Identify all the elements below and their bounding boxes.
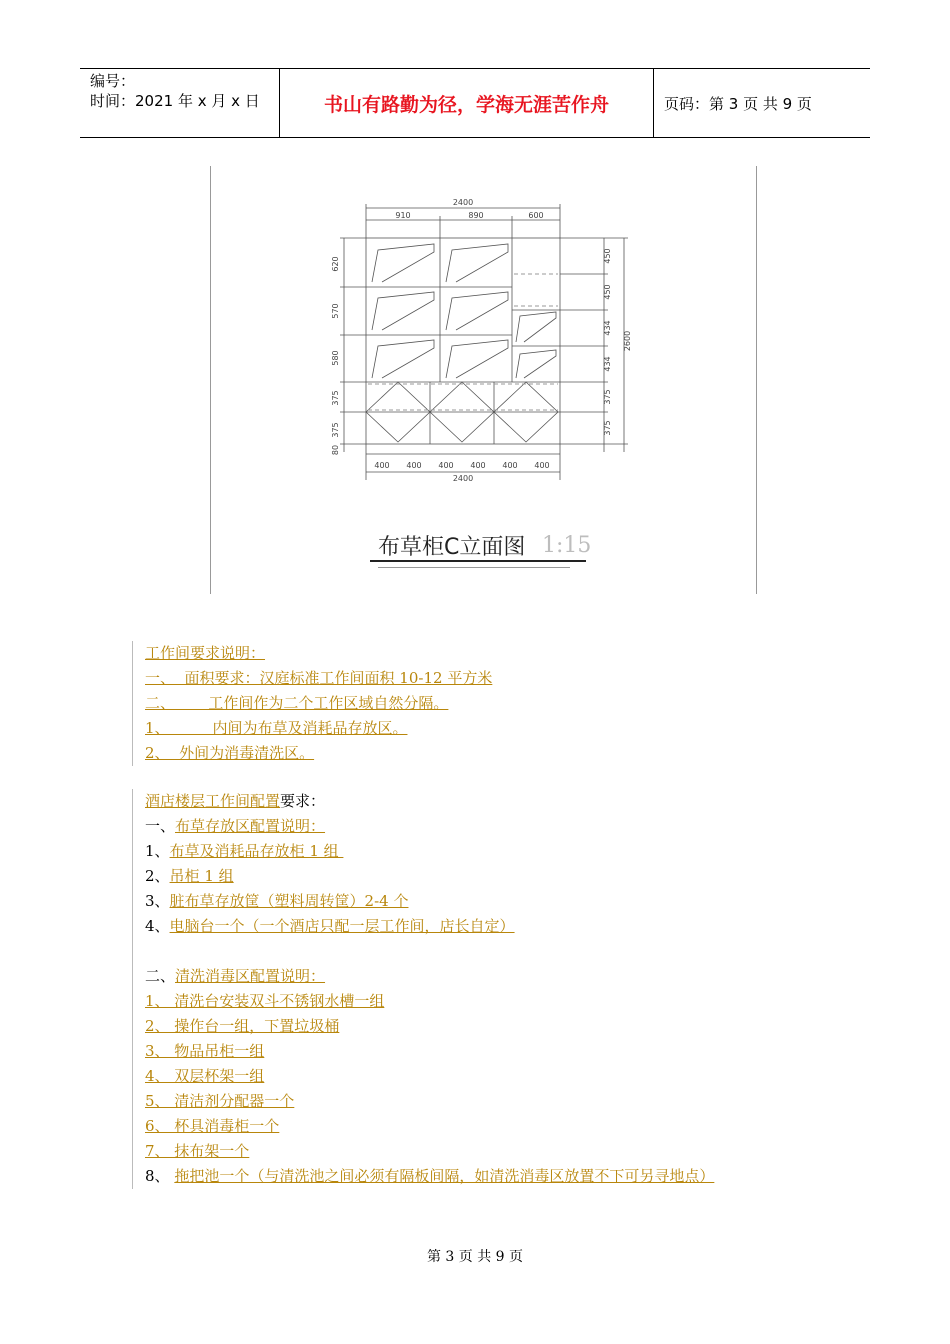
dim-right-total: 2600 <box>623 330 632 352</box>
drawing-frame-right <box>756 166 757 594</box>
header-page-number: 页码：第 3 页 共 9 页 <box>664 94 812 113</box>
page-footer: 第 3 页 共 9 页 <box>426 1249 524 1265</box>
part1-title: 布草存放区配置说明： <box>175 817 326 835</box>
dim-right-4: 434 <box>603 356 612 372</box>
section2-title-rest: 要求： <box>280 792 326 810</box>
dim-right-2: 450 <box>603 284 612 300</box>
section1-line-2: 二、 工作间作为二个工作区域自然分隔。 <box>145 694 449 712</box>
floor-workroom-configuration <box>132 789 714 1189</box>
list-item: 7、 抹布架一个 <box>145 1142 250 1160</box>
list-item: 8、 拖把池一个（与清洗池之间必须有隔板间隔，如清洗消毒区放置不下可另寻地点） <box>145 1167 715 1185</box>
list-item: 3、脏布草存放筐（塑料周转筐）2-4 个 <box>145 892 409 910</box>
dim-bottom-2: 400 <box>406 461 422 470</box>
dim-left-3: 580 <box>331 350 340 366</box>
dim-bottom-6: 400 <box>534 461 550 470</box>
drawing-scale: 1:15 <box>542 533 592 558</box>
header-meta-cell <box>80 69 280 137</box>
dim-left-2: 570 <box>331 303 340 319</box>
part1-prefix: 一、 <box>145 817 176 835</box>
dim-top-2: 890 <box>468 211 484 220</box>
section1-line-3: 1、 内间为布草及消耗品存放区。 <box>145 719 408 737</box>
section2-title-underlined: 酒店楼层工作间配置 <box>145 792 281 810</box>
part2-title: 清洗消毒区配置说明： <box>175 967 326 985</box>
dim-bottom-total: 2400 <box>452 474 474 483</box>
list-item: 2、吊柜 1 组 <box>145 867 234 885</box>
list-item: 1、 清洗台安装双斗不锈钢水槽一组 <box>145 992 385 1010</box>
list-item: 4、电脑台一个（一个酒店只配一层工作间，店长自定） <box>145 917 515 935</box>
title-underline-thin <box>378 567 570 568</box>
list-item: 6、 杯具消毒柜一个 <box>145 1117 280 1135</box>
dim-right-1: 450 <box>603 248 612 264</box>
page-header <box>80 68 870 138</box>
dim-bottom-1: 400 <box>374 461 390 470</box>
header-time: 时间：2021 年 x 月 x 日 <box>90 92 260 110</box>
dim-left-1: 620 <box>331 256 340 272</box>
dim-left-5: 375 <box>331 422 340 438</box>
dim-top-total: 2400 <box>452 198 474 207</box>
part2-prefix: 二、 <box>145 967 176 985</box>
workroom-requirements <box>132 641 492 766</box>
dim-right-6: 375 <box>603 420 612 436</box>
dim-bottom-4: 400 <box>470 461 486 470</box>
section1-title: 工作间要求说明： <box>145 644 266 662</box>
dim-bottom-5: 400 <box>502 461 518 470</box>
section1-line-1: 一、 面积要求：汉庭标准工作间面积 10-12 平方米 <box>145 669 493 687</box>
list-item: 2、 操作台一组，下置垃圾桶 <box>145 1017 340 1035</box>
header-motto: 书山有路勤为径，学海无涯苦作舟 <box>280 69 654 137</box>
header-number: 编号： <box>90 72 136 90</box>
dim-left-4: 375 <box>331 390 340 406</box>
dim-top-1: 910 <box>395 211 411 220</box>
list-item: 4、 双层杯架一组 <box>145 1067 265 1085</box>
dim-right-5: 375 <box>603 389 612 405</box>
list-item: 3、 物品吊柜一组 <box>145 1042 265 1060</box>
section1-line-4: 2、 外间为消毒清洗区。 <box>145 744 315 762</box>
dim-left-6: 80 <box>331 444 340 456</box>
title-underline <box>370 560 586 562</box>
list-item: 5、 清洁剂分配器一个 <box>145 1092 295 1110</box>
dim-bottom-3: 400 <box>438 461 454 470</box>
dim-top-3: 600 <box>528 211 544 220</box>
cabinet-elevation-drawing <box>320 190 640 490</box>
list-item: 1、布草及消耗品存放柜 1 组 <box>145 842 344 860</box>
dim-right-3: 434 <box>603 320 612 336</box>
drawing-title: 布草柜C立面图 <box>378 535 526 560</box>
drawing-frame-left <box>210 166 211 594</box>
